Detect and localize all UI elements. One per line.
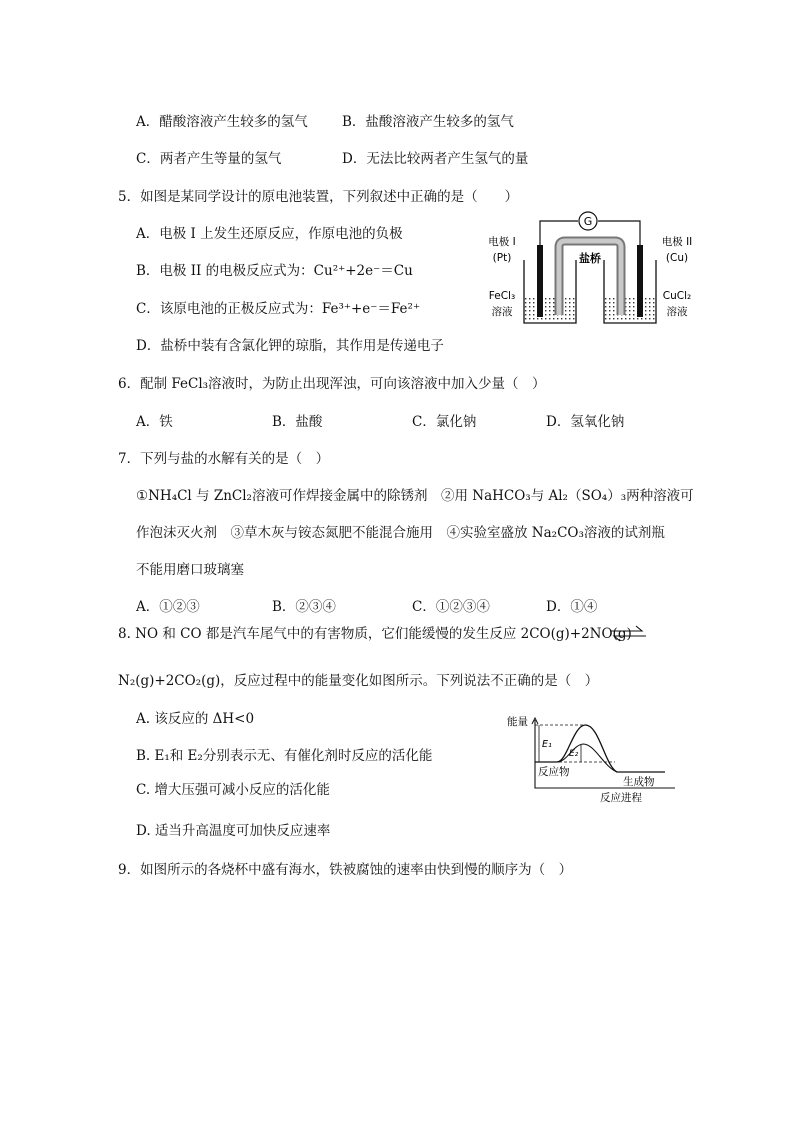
q7-statement-line-3: 不能用磨口玻璃塞 xyxy=(136,562,244,578)
products-label: 生成物 xyxy=(623,776,655,788)
right-solution-formula: CuCl₂ xyxy=(662,290,692,302)
q7-option-d: D．①④ xyxy=(546,599,598,615)
electrode-left xyxy=(537,245,543,317)
q4-option-b: B．盐酸溶液产生较多的氢气 xyxy=(342,114,514,130)
q5-option-a: A．电极 I 上发生还原反应，作原电池的负极 xyxy=(136,226,403,242)
q7-stem: 7．下列与盐的水解有关的是（ ） xyxy=(118,451,330,467)
q8-option-b: B. E₁和 E₂分别表示无、有催化剂时反应的活化能 xyxy=(136,748,433,764)
q8-option-a: A. 该反应的 ΔH<0 xyxy=(136,711,255,727)
electrode-left-material: (Pt) xyxy=(492,252,512,264)
y-axis-label: 能量 xyxy=(507,716,528,728)
q6-option-c: C．氯化钠 xyxy=(412,414,477,430)
electrode-right-label: 电极 II xyxy=(661,236,693,248)
salt-bridge-label: 盐桥 xyxy=(579,252,601,265)
q5-stem: 5．如图是某同学设计的原电池装置，下列叙述中正确的是（ ） xyxy=(118,189,519,205)
e2-label: E₂ xyxy=(569,749,579,759)
q4-option-d: D．无法比较两者产生氢气的量 xyxy=(342,151,529,167)
q5-option-b: B．电极 II 的电极反应式为：Cu²⁺+2e⁻＝Cu xyxy=(136,263,413,279)
q7-statement-line-1: ①NH₄Cl 与 ZnCl₂溶液可作焊接金属中的除锈剂 ②用 NaHCO₃与 Al₂（SO₄）₃两种溶液可 xyxy=(136,488,694,504)
q7-option-c: C．①②③④ xyxy=(412,599,490,615)
left-solution-label: 溶液 xyxy=(491,306,513,318)
x-axis-label: 反应进程 xyxy=(600,792,642,804)
reversible-arrow-icon xyxy=(608,624,648,642)
q4-option-a: A．醋酸溶液产生较多的氢气 xyxy=(136,114,308,130)
q6-stem: 6．配制 FeCl₃溶液时，为防止出现浑浊，可向该溶液中加入少量（ ） xyxy=(118,376,546,392)
q7-option-b: B．②③④ xyxy=(272,599,336,615)
electrode-right-material: (Cu) xyxy=(665,252,689,264)
q8-option-c: C. 增大压强可减小反应的活化能 xyxy=(136,782,330,798)
q6-option-b: B．盐酸 xyxy=(272,414,323,430)
galvanometer-label: G xyxy=(583,215,593,228)
electrode-right xyxy=(637,245,643,317)
q7-statement-line-2: 作泡沫灭火剂 ③草木灰与铵态氮肥不能混合施用 ④实验室盛放 Na₂CO₃溶液的试剂瓶 xyxy=(136,525,665,541)
q4-option-c: C．两者产生等量的氢气 xyxy=(136,151,282,167)
q9-stem: 9．如图所示的各烧杯中盛有海水，铁被腐蚀的速率由快到慢的顺序为（ ） xyxy=(118,862,573,878)
q5-option-d: D．盐桥中装有含氯化钾的琼脂，其作用是传递电子 xyxy=(136,338,444,354)
right-solution-label: 溶液 xyxy=(666,306,688,318)
reactants-label: 反应物 xyxy=(538,766,570,778)
q7-option-a: A．①②③ xyxy=(136,599,200,615)
e1-label: E₁ xyxy=(542,739,552,750)
q6-option-d: D．氢氧化钠 xyxy=(546,414,625,430)
right-solution xyxy=(605,297,655,322)
q5-option-c: C．该原电池的正极反应式为：Fe³⁺+e⁻＝Fe²⁺ xyxy=(136,301,421,317)
electrode-left-label: 电极 I xyxy=(488,236,516,248)
q6-option-a: A．铁 xyxy=(136,414,173,430)
left-solution-formula: FeCl₃ xyxy=(488,290,516,302)
left-solution xyxy=(525,297,575,322)
energy-profile-diagram xyxy=(505,712,685,804)
q8-option-d: D. 适当升高温度可加快反应速率 xyxy=(136,823,331,839)
q8-stem-line-2: N₂(g)+2CO₂(g)，反应过程中的能量变化如图所示。下列说法不正确的是（ ） xyxy=(118,673,599,689)
q8-stem-line-1: 8. NO 和 CO 都是汽车尾气中的有害物质，它们能缓慢的发生反应 2CO(g)+2NO(g) xyxy=(118,626,632,642)
galvanic-cell-diagram xyxy=(480,205,700,330)
uncatalyzed-curve xyxy=(535,725,665,772)
